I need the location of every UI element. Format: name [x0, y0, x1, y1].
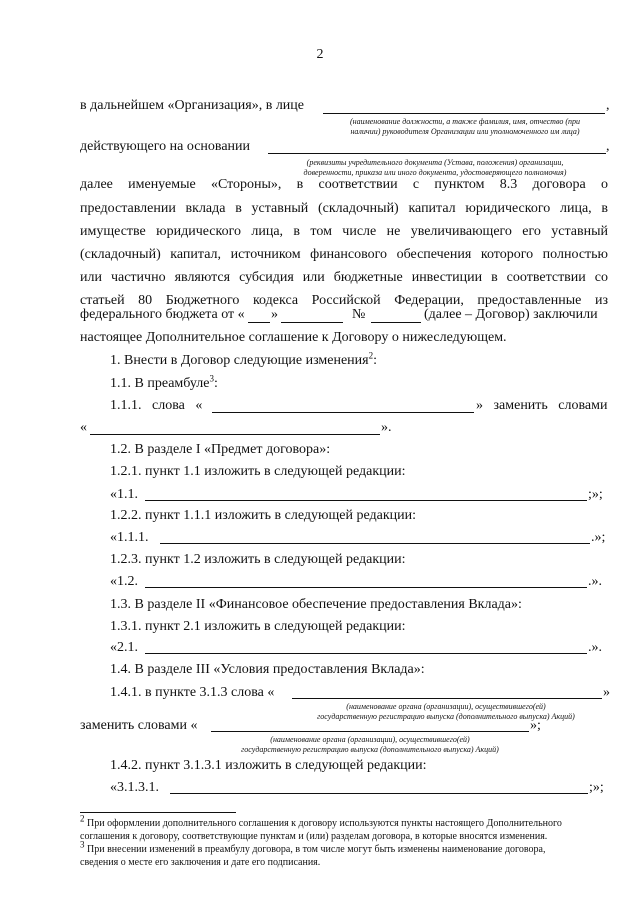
paragraph-line-5: или частично являются субсидия или бюджетные инвестиции в соответствии со: [80, 270, 608, 285]
item-1-2-3-blank: [145, 587, 587, 588]
item-1-4-1-replacement-blank: [211, 731, 529, 732]
item-1-1-1-replacement-blank: [90, 434, 380, 435]
item-1-1: 1.1. В преамбуле$^3$:: [110, 373, 218, 391]
item-1-4-1-replace-end: »;: [530, 718, 541, 733]
item-1-2-3-end: .».: [588, 574, 602, 589]
footnote-2-line-2: соглашения к договору, соответствующие пунктам и (или) разделам договора, в которые вносятся изменения.: [80, 831, 548, 842]
org-blank: [323, 113, 605, 114]
item-1-2-2-start: «1.1.1.: [110, 530, 149, 545]
footnote-separator: [80, 812, 236, 813]
footnote-3-mark: 3: [80, 839, 85, 850]
footnote-2-line-1: При оформлении дополнительного соглашения к договору используются пункты настоящего Дополнительного: [87, 818, 562, 829]
paragraph-line-2: предоставлении вклада в уставный (складочный) капитал юридического лица, в: [80, 201, 608, 216]
item-1-1-1-quote-open: «: [80, 420, 87, 435]
item-1-2: 1.2. В разделе I «Предмет договора»:: [110, 442, 331, 457]
item-1-3: 1.3. В разделе II «Финансовое обеспечение предоставления Вклада»:: [110, 597, 522, 612]
item-1-4-1-note-2: государственную регистрацию выпуска (дополнительного выпуска) Акций): [317, 712, 575, 721]
item-1-4-1-quote-close: »: [603, 685, 610, 700]
footnote-2-mark: 2: [80, 813, 85, 824]
item-1-1-1-quote-close: ».: [381, 420, 392, 435]
item-1-2-1: 1.2.1. пункт 1.1 изложить в следующей редакции:: [110, 464, 406, 479]
item-1-4-2-end: ;»;: [589, 780, 604, 795]
budget-number-blank: [371, 322, 421, 323]
budget-day-blank: [248, 322, 270, 323]
basis-note-2: доверенности, приказа или иного документа, удостоверяющего полномочия): [303, 168, 567, 177]
item-1-3-1-start: «2.1.: [110, 640, 138, 655]
item-1-3-1-end: .».: [588, 640, 602, 655]
basis-line-end: ,: [606, 139, 610, 154]
item-1-4-1-start: 1.4.1. в пункте 3.1.3 слова «: [110, 685, 275, 700]
item-1-4: 1.4. В разделе III «Условия предоставления Вклада»:: [110, 662, 425, 677]
item-1-1-1-start: 1.1.1. слова «: [110, 398, 203, 413]
item-1-1-1-end: » заменить словами: [476, 398, 608, 413]
item-1-2-2-end: .»;: [591, 530, 606, 545]
item-1-4-2-start: «3.1.3.1.: [110, 780, 159, 795]
basis-blank: [268, 153, 606, 154]
item-1: 1. Внести в Договор следующие изменения$^2$:: [110, 350, 378, 368]
paragraph-line-4: (складочный) капитал, источником финансового обеспечения которого полностью: [80, 247, 608, 262]
item-1-2-3-start: «1.2.: [110, 574, 138, 589]
basis-note-1: (реквизиты учредительного документа (Устава, положения) организации,: [306, 158, 564, 167]
budget-part-2: »: [271, 307, 278, 322]
item-1-2-2: 1.2.2. пункт 1.1.1 изложить в следующей редакции:: [110, 508, 416, 523]
item-1-4-1-blank: [292, 698, 602, 699]
item-1-4-2-blank: [170, 793, 588, 794]
page-number: 2: [316, 47, 324, 62]
footnote-3-line-2: сведения о месте его заключения и дате его подписания.: [80, 857, 321, 868]
budget-part-3: №: [352, 307, 366, 322]
item-1-2-1-start: «1.1.: [110, 487, 138, 502]
item-1-2-2-blank: [160, 543, 590, 544]
closing-line: настоящее Дополнительное соглашение к Договору о нижеследующем.: [80, 330, 507, 345]
item-1-3-1: 1.3.1. пункт 2.1 изложить в следующей редакции:: [110, 619, 406, 634]
item-1-4-1-note-4: государственную регистрацию выпуска (дополнительного выпуска) Акций): [241, 745, 499, 754]
item-1-4-1-replace-start: заменить словами «: [80, 718, 198, 733]
item-1-4-1-note-1: (наименование органа (организации), осуществившего(ей): [346, 702, 546, 711]
footnote-2: [80, 813, 562, 830]
item-1-1-1-blank: [212, 412, 474, 413]
footnote-3: [80, 839, 546, 856]
budget-month-blank: [281, 322, 343, 323]
paragraph-line-1: далее именуемые «Стороны», в соответствии с пунктом 8.3 договора о: [80, 177, 608, 192]
footnote-ref-3: 3: [209, 373, 214, 384]
org-note-1: (наименование должности, а также фамилия, имя, отчество (при: [350, 117, 580, 126]
item-1-3-1-blank: [145, 653, 587, 654]
budget-part-4: (далее – Договор) заключили: [424, 307, 598, 322]
footnote-3-line-1: При внесении изменений в преамбулу договора, в том числе могут быть изменены наименование договора,: [87, 844, 546, 855]
footnote-ref-2: 2: [368, 350, 374, 361]
item-1-2-3: 1.2.3. пункт 1.2 изложить в следующей редакции:: [110, 552, 406, 567]
paragraph-line-3: имуществе юридического лица, в том числе не увеличивающего его уставный: [80, 224, 608, 239]
org-note-2: наличии) руководителя Организации или уполномоченного им лица): [350, 127, 580, 136]
paragraph-line-6: статьей 80 Бюджетного кодекса Российской Федерации, предоставленные из: [80, 293, 608, 308]
basis-line-label: действующего на основании: [80, 139, 251, 154]
budget-part-1: федерального бюджета от «: [80, 307, 245, 322]
org-line-label: в дальнейшем «Организация», в лице: [80, 98, 305, 113]
org-line-end: ,: [606, 98, 610, 113]
item-1-4-2: 1.4.2. пункт 3.1.3.1 изложить в следующей редакции:: [110, 758, 427, 773]
item-1-4-1-note-3: (наименование органа (организации), осуществившего(ей): [270, 735, 470, 744]
item-1-2-1-end: ;»;: [588, 487, 603, 502]
item-1-2-1-blank: [145, 500, 587, 501]
